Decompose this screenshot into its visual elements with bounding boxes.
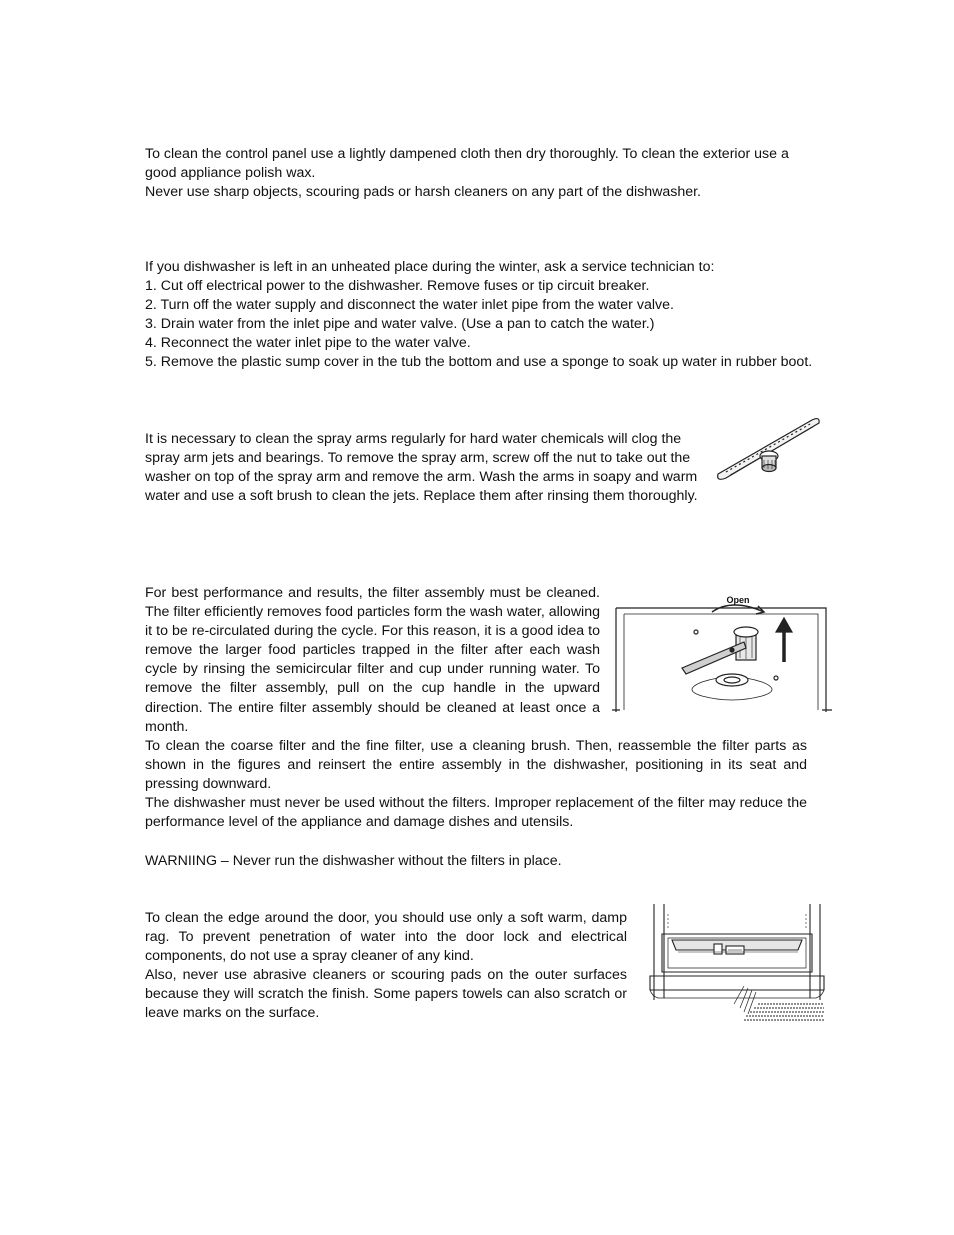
filter-removal-illustration-icon (612, 592, 834, 716)
spray-arms-text: It is necessary to clean the spray arms regularly for hard water chemicals will clog the spray arm jets and bearings. To remove the spray arm, screw off the nut to take out the washer on top of the spray arm and remove the arm. Wash the arms in soapy and warm water and use a soft brush to clean the jets. Replace them after rinsing them thoroughly. (145, 431, 698, 505)
winter-step-5: 5. Remove the plastic sump cover in the tub the bottom and use a sponge to soak up water in rubber boot. (145, 354, 813, 371)
winter-intro: If you dishwasher is left in an unheated place during the winter, ask a service technician to: (145, 259, 715, 275)
filter-blank-line (145, 832, 807, 851)
door-section (145, 909, 627, 1024)
door-paragraph-1: To clean the edge around the door, you should use only a soft warm, damp rag. To prevent penetration of water into the door lock and electrical components, do not use a spray cleaner of any kind. (145, 910, 627, 965)
exterior-paragraph-2: Never use sharp objects, scouring pads or harsh cleaners on any part of the dishwasher. (145, 184, 701, 201)
door-edge-illustration-icon (648, 900, 826, 1024)
spray-arms-section (145, 430, 701, 506)
filter-warning: WARNIING – Never run the dishwasher without the filters in place. (145, 852, 562, 869)
winter-step-1: 1. Cut off electrical power to the dishwasher. Remove fuses or tip circuit breaker. (145, 278, 650, 295)
winter-step-3: 3. Drain water from the inlet pipe and water valve. (Use a pan to catch the water.) (145, 316, 655, 333)
filter-paragraph-1: For best performance and results, the filter assembly must be cleaned. The filter efficiently removes food particles form the wash water, allowing it to be re-circulated during the cycle. For this reason, it is a good idea to remove the larger food particles trapped in the filter after each wash cycle by rinsing the semicircular filter and cup under running water. To remove the filter assembly, pull on the cup handle in the upward direction. The entire filter assembly should be cleaned at least once a month. (145, 585, 600, 735)
figure-open-label: Open (726, 595, 750, 605)
door-paragraph-2: Also, never use abrasive cleaners or scouring pads on the outer surfaces because they will scratch the finish. Some papers towels can also scratch or leave marks on the surface. (145, 967, 627, 1022)
filter-paragraph-3: The dishwasher must never be used without the filters. Improper replacement of the filter may reduce the performance level of the appliance and damage dishes and utensils. (145, 795, 807, 831)
filter-paragraph-1-block (145, 584, 600, 737)
winter-step-4: 4. Reconnect the water inlet pipe to the water valve. (145, 335, 471, 352)
winter-step-2: 2. Turn off the water supply and disconnect the water inlet pipe from the water valve. (145, 297, 674, 314)
exterior-section (145, 145, 815, 202)
exterior-paragraph-1: To clean the control panel use a lightly dampened cloth then dry thoroughly. To clean the exterior use a good appliance polish wax. (145, 146, 789, 182)
filter-more-block (145, 737, 807, 871)
spray-arm-illustration-icon (712, 412, 824, 486)
filter-paragraph-2: To clean the coarse filter and the fine filter, use a cleaning brush. Then, reassemble the filter parts as shown in the figures and reinsert the entire assembly in the dishwasher, positioning in its seat and pressing downward. (145, 738, 807, 793)
winter-section (145, 258, 815, 373)
